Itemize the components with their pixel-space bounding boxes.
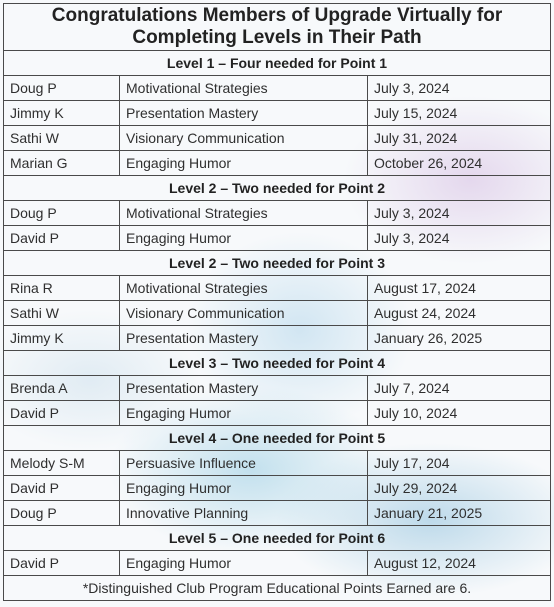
member-name-cell: Doug P [4, 76, 120, 101]
completion-date-cell: August 24, 2024 [368, 301, 551, 326]
table-row [4, 276, 551, 301]
achievements-table [3, 3, 551, 601]
completion-date-cell: July 3, 2024 [368, 76, 551, 101]
member-name-cell: Sathi W [4, 301, 120, 326]
footnote: *Distinguished Club Program Educational Points Earned are 6. [4, 576, 551, 601]
member-name-cell: David P [4, 476, 120, 501]
path-name-cell: Presentation Mastery [120, 101, 368, 126]
completion-date-cell: August 12, 2024 [368, 551, 551, 576]
completion-date-cell: August 17, 2024 [368, 276, 551, 301]
path-name-cell: Engaging Humor [120, 151, 368, 176]
path-name-cell: Engaging Humor [120, 476, 368, 501]
table-row [4, 226, 551, 251]
member-name-cell: Marian G [4, 151, 120, 176]
path-name-cell: Presentation Mastery [120, 376, 368, 401]
section-header-row [4, 176, 551, 201]
path-name-cell: Persuasive Influence [120, 451, 368, 476]
section-header-row [4, 526, 551, 551]
table-row [4, 201, 551, 226]
section-heading: Level 4 – One needed for Point 5 [4, 426, 551, 451]
completion-date-cell: October 26, 2024 [368, 151, 551, 176]
table-row [4, 151, 551, 176]
path-name-cell: Motivational Strategies [120, 76, 368, 101]
footnote-row [4, 576, 551, 601]
completion-date-cell: July 7, 2024 [368, 376, 551, 401]
path-name-cell: Engaging Humor [120, 401, 368, 426]
member-name-cell: Rina R [4, 276, 120, 301]
table-row [4, 501, 551, 526]
member-name-cell: Melody S-M [4, 451, 120, 476]
section-header-row [4, 51, 551, 76]
table-row [4, 126, 551, 151]
table-row [4, 326, 551, 351]
member-name-cell: Sathi W [4, 126, 120, 151]
member-name-cell: Doug P [4, 201, 120, 226]
completion-date-cell: July 3, 2024 [368, 226, 551, 251]
section-heading: Level 2 – Two needed for Point 3 [4, 251, 551, 276]
completion-date-cell: July 15, 2024 [368, 101, 551, 126]
section-header-row [4, 351, 551, 376]
member-name-cell: Jimmy K [4, 101, 120, 126]
section-header-row [4, 251, 551, 276]
member-name-cell: David P [4, 401, 120, 426]
member-name-cell: Doug P [4, 501, 120, 526]
section-heading: Level 2 – Two needed for Point 2 [4, 176, 551, 201]
completion-date-cell: July 3, 2024 [368, 201, 551, 226]
table-row [4, 401, 551, 426]
table-row [4, 551, 551, 576]
member-name-cell: Jimmy K [4, 326, 120, 351]
completion-date-cell: January 21, 2025 [368, 501, 551, 526]
member-name-cell: David P [4, 226, 120, 251]
path-name-cell: Engaging Humor [120, 551, 368, 576]
table-row [4, 301, 551, 326]
member-name-cell: Brenda A [4, 376, 120, 401]
completion-date-cell: July 29, 2024 [368, 476, 551, 501]
table-row [4, 476, 551, 501]
table-row [4, 76, 551, 101]
title-row [4, 4, 551, 51]
section-heading: Level 1 – Four needed for Point 1 [4, 51, 551, 76]
completion-date-cell: July 31, 2024 [368, 126, 551, 151]
path-name-cell: Innovative Planning [120, 501, 368, 526]
table-row [4, 376, 551, 401]
section-header-row [4, 426, 551, 451]
completion-date-cell: January 26, 2025 [368, 326, 551, 351]
path-name-cell: Motivational Strategies [120, 201, 368, 226]
section-heading: Level 5 – One needed for Point 6 [4, 526, 551, 551]
completion-date-cell: July 17, 204 [368, 451, 551, 476]
path-name-cell: Presentation Mastery [120, 326, 368, 351]
table-row [4, 101, 551, 126]
section-heading: Level 3 – Two needed for Point 4 [4, 351, 551, 376]
path-name-cell: Visionary Communication [120, 301, 368, 326]
member-name-cell: David P [4, 551, 120, 576]
path-name-cell: Engaging Humor [120, 226, 368, 251]
table-row [4, 451, 551, 476]
path-name-cell: Visionary Communication [120, 126, 368, 151]
completion-date-cell: July 10, 2024 [368, 401, 551, 426]
path-name-cell: Motivational Strategies [120, 276, 368, 301]
page-title: Congratulations Members of Upgrade Virtually for Completing Levels in Their Path [4, 4, 551, 51]
